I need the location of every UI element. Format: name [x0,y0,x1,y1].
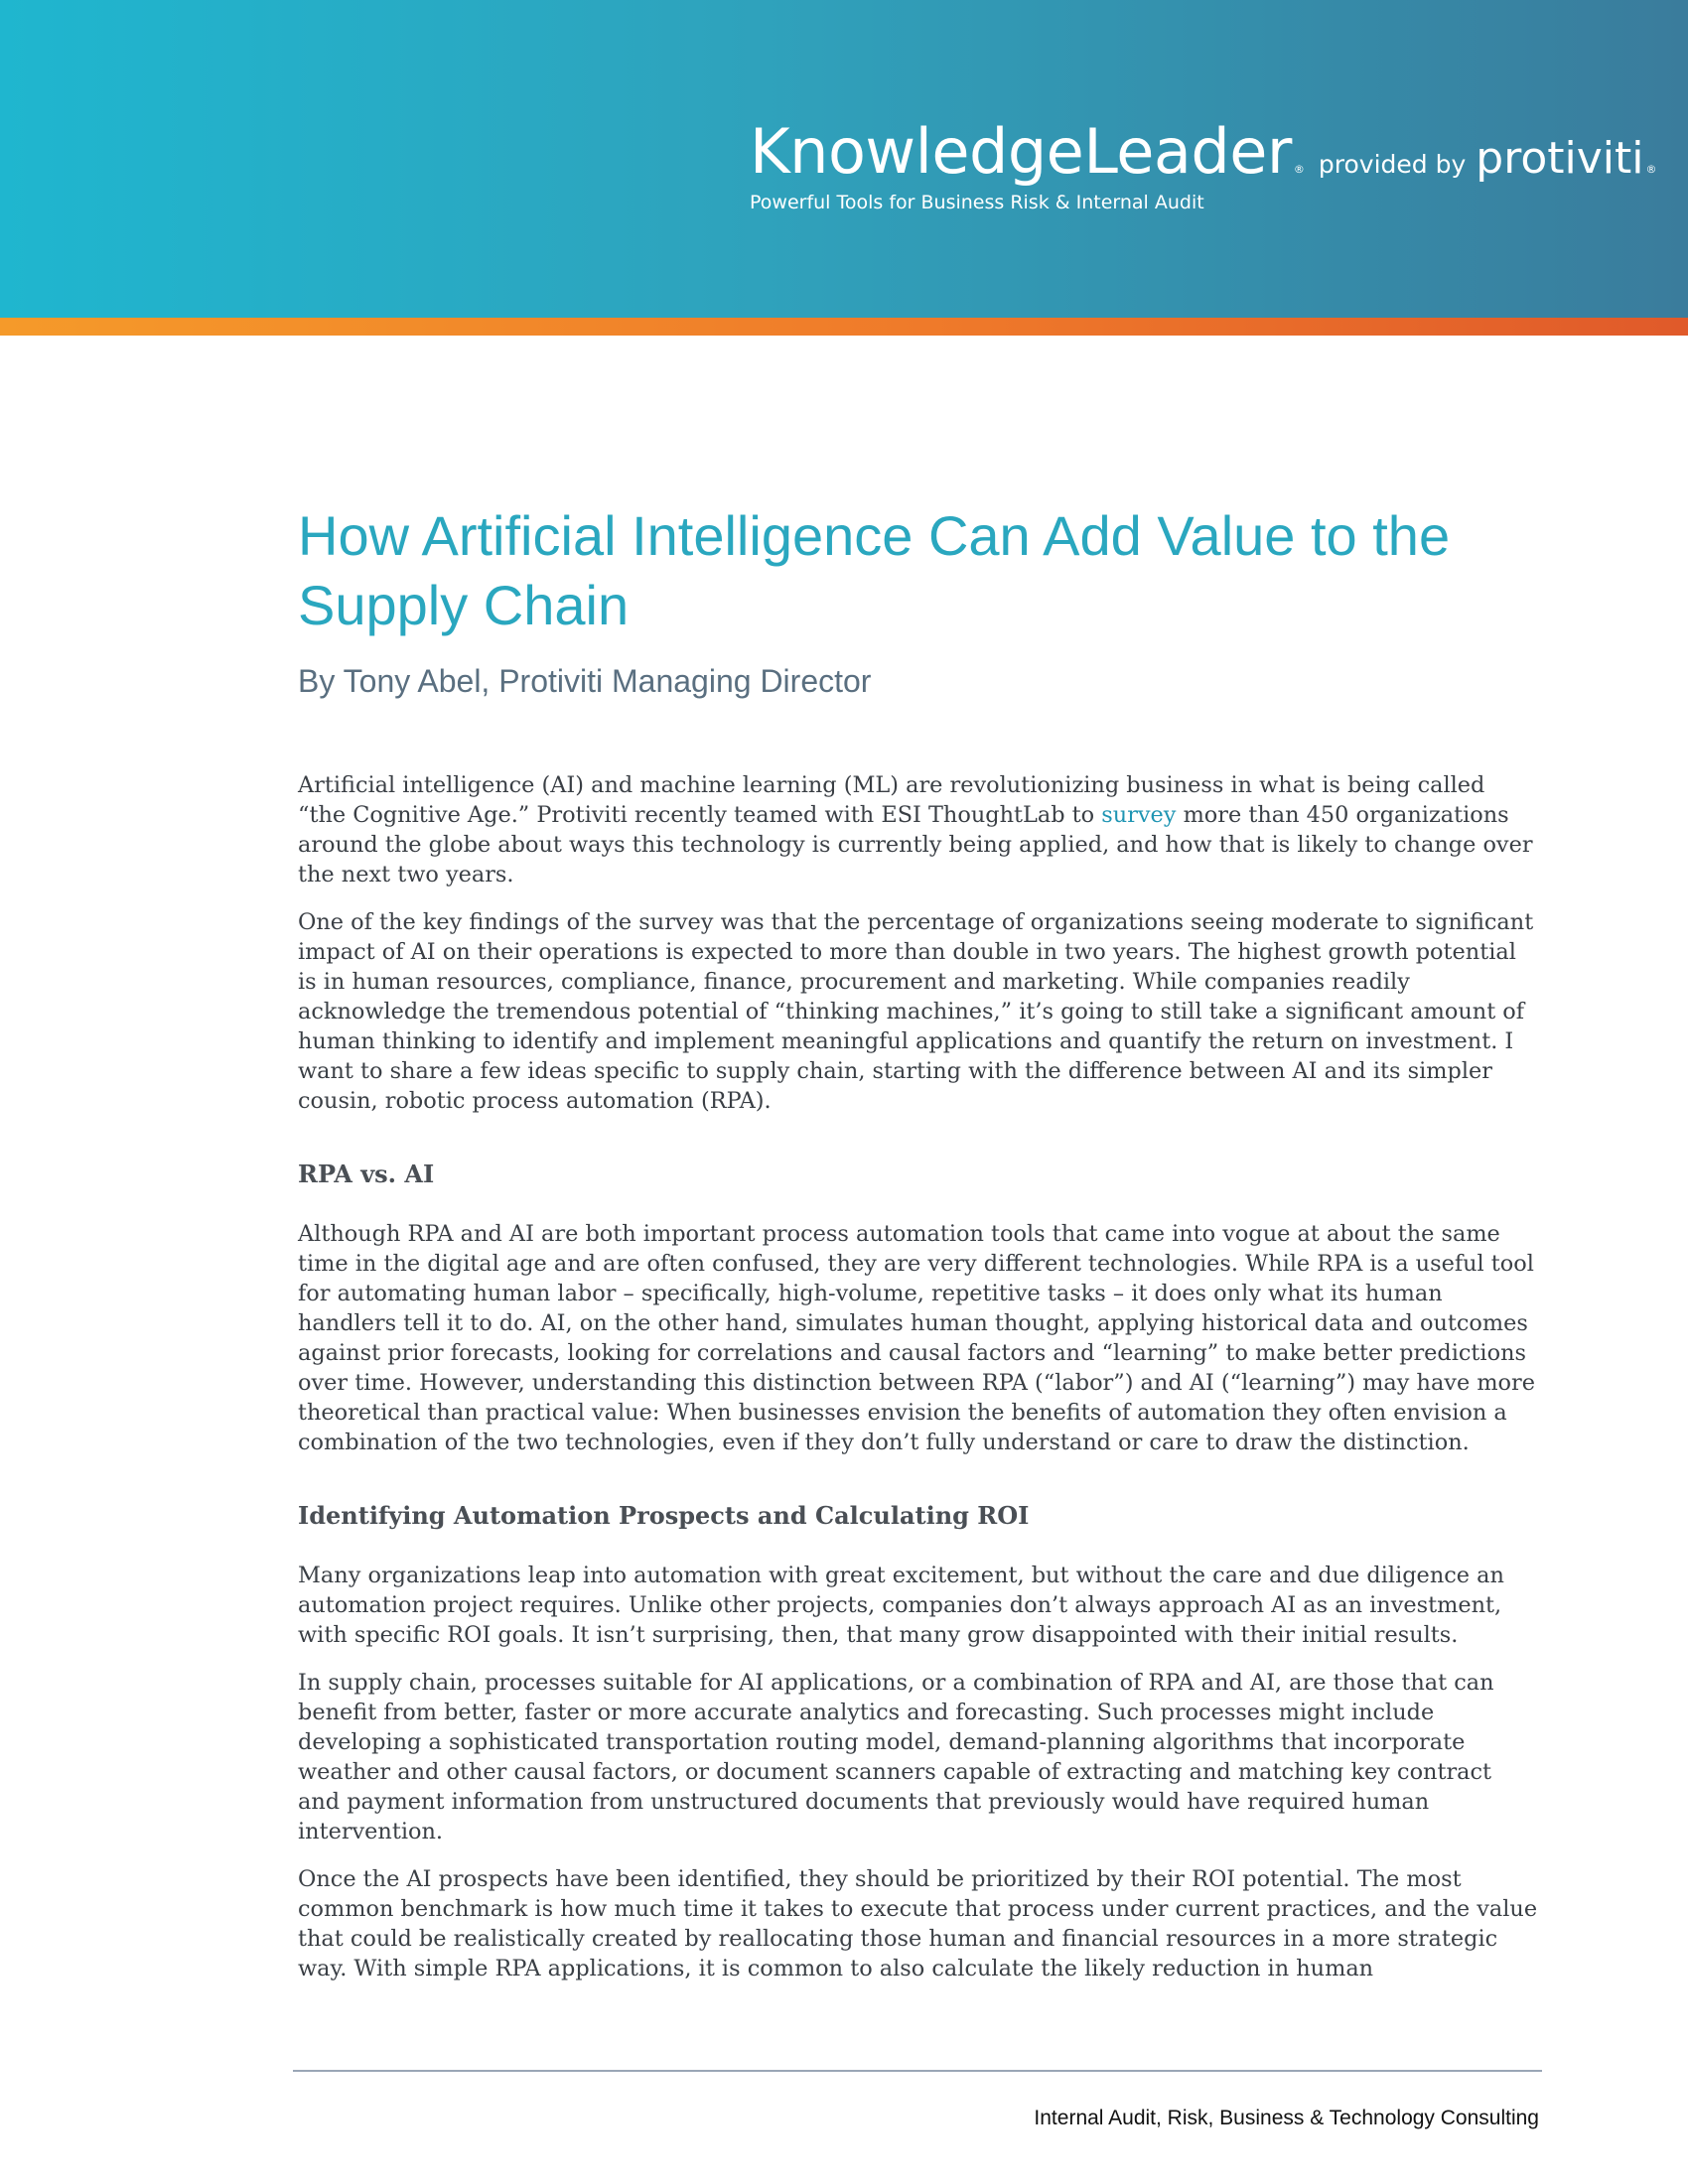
paragraph-leap-into-automation: Many organizations leap into automation with great excitement, but without the care and due diligence an automation project requires. Unlike other projects, companies don’t always approach AI as an investment, with specific ROI goals. It isn’t surprising, then, that many grow disappointed with their initial results. [298,1563,1504,1648]
registered-mark: ® [1293,163,1305,176]
article-title: How Artificial Intelligence Can Add Value to the Supply Chain [298,504,1451,636]
footer-divider [293,2070,1542,2072]
brand-logo [750,115,1657,213]
provided-by-label: provided by [1318,150,1467,179]
section-heading-rpa-vs-ai: RPA vs. AI [298,1160,435,1188]
paragraph-intro: Artificial intelligence (AI) and machine learning (ML) are revolutionizing business in what is being called “the Cognitive Age.” Protiviti recently teamed with ESI ThoughtLab to survey more than 450 organizations around the globe about ways this technology is currently being applied, and how that is likely to change over the next two years. [298,772,1533,887]
header-banner [0,0,1688,318]
brand-tagline: Powerful Tools for Business Risk & Internal Audit [750,192,1204,213]
brand-name: KnowledgeLeader [750,115,1292,188]
paragraph-prioritize-roi: Once the AI prospects have been identified, they should be prioritized by their ROI potential. The most common benchmark is how much time it takes to execute that process under current practices, and the value that could be realistically created by reallocating those human and financial resources in a more strategic way. With simple RPA applications, it is common to also calculate the likely reduction in human [298,1866,1538,1981]
article-byline: By Tony Abel, Protiviti Managing Director [298,663,872,699]
paragraph-rpa-vs-ai: Although RPA and AI are both important process automation tools that came into vogue at about the same time in the digital age and are often confused, they are very different technologies. While RPA is a useful tool for automating human labor – specifically, high-volume, repetitive tasks – it does only what its human handlers tell it to do. AI, on the other hand, simulates human thought, applying historical data and outcomes against prior forecasts, looking for correlations and causal factors and “learning” to make better predictions over time. However, understanding this distinction between RPA (“labor”) and AI (“learning”) may have more theoretical than practical value: When businesses envision the benefits of automation they often envision a combination of the two technologies, even if they don’t fully understand or care to draw the distinction. [298,1221,1535,1455]
registered-mark-2: ® [1645,163,1657,176]
paragraph-supply-chain-processes: In supply chain, processes suitable for AI applications, or a combination of RPA and AI, are those that can benefit from better, faster or more accurate analytics and forecasting. Such processes might include developing a sophisticated transportation routing model, demand-planning algorithms that incorporate weather and other causal factors, or document scanners capable of extracting and matching key contract and payment information from unstructured documents that previously would have required human intervention. [298,1670,1494,1844]
footer-text: Internal Audit, Risk, Business & Technology Consulting [1034,2107,1539,2129]
paragraph-key-findings: One of the key findings of the survey was that the percentage of organizations seeing moderate to significant impact of AI on their operations is expected to more than double in two years. The highest growth potential is in human resources, compliance, finance, procurement and marketing. While companies readily acknowledge the tremendous potential of “thinking machines,” it’s going to still take a significant amount of human thinking to identify and implement meaningful applications and quantify the return on investment. I want to share a few ideas specific to supply chain, starting with the difference between AI and its simpler cousin, robotic process automation (RPA). [298,909,1534,1114]
section-heading-automation-roi: Identifying Automation Prospects and Calculating ROI [298,1501,1030,1530]
survey-link[interactable]: survey [1101,802,1177,828]
header-accent-stripe [0,318,1688,336]
company-name: protiviti [1476,133,1644,184]
article-body [298,770,1539,2001]
